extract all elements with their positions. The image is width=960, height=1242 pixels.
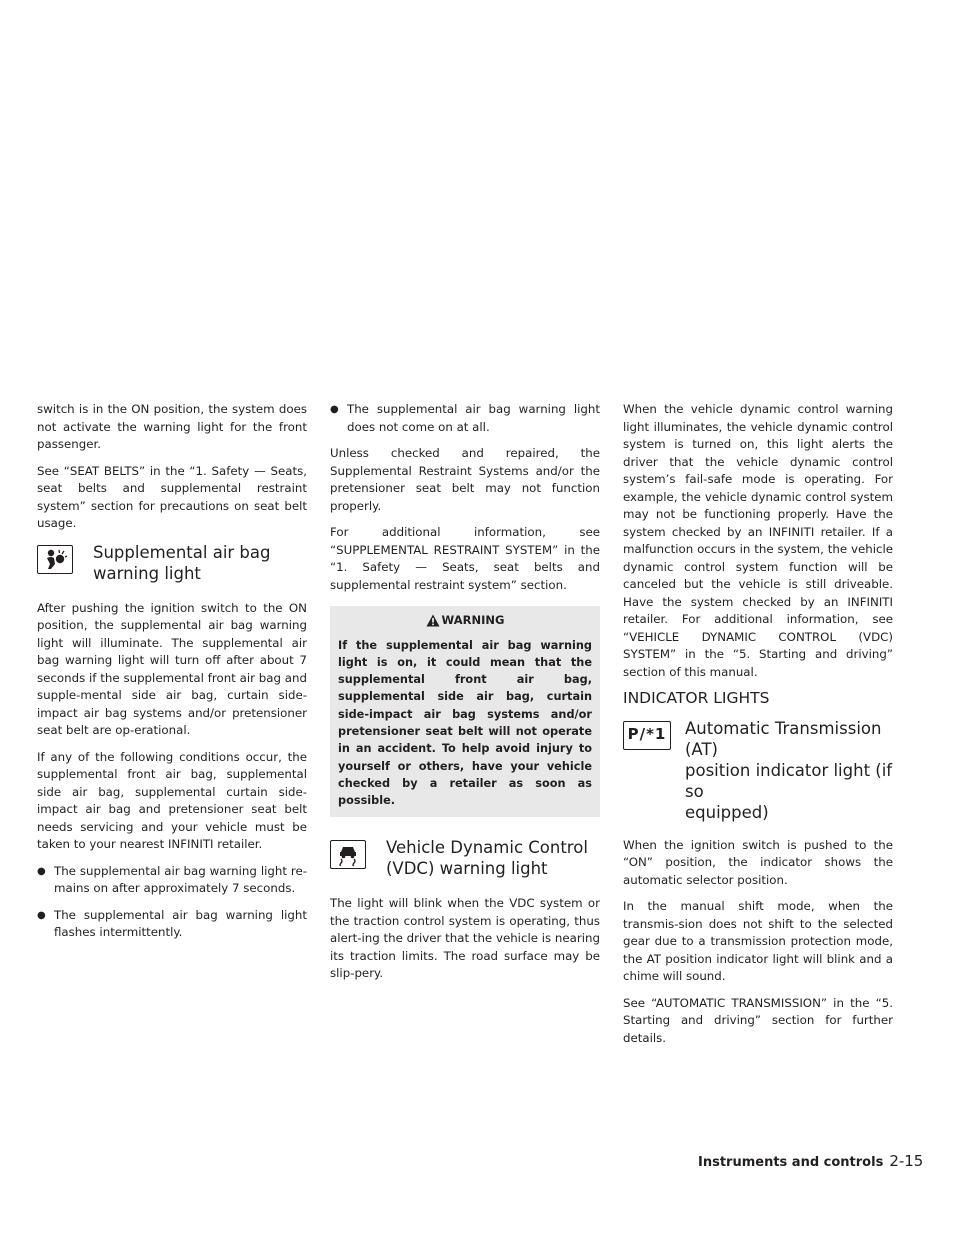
bullet-item: ● The supplemental air bag warning light flashes intermittently. <box>37 907 307 939</box>
paragraph: In the manual shift mode, when the transmis-sion does not shift to the selected gear due to a transmission protection mode, the AT position indicator light will blink and a chime will sound. <box>623 899 893 983</box>
paragraph: When the vehicle dynamic control warning light illuminates, the vehicle dynamic control system is turned on, this light alerts the driver that the vehicle dynamic control system’s fail-safe mode is operating. For example, the vehicle dynamic control system may not be functioning properly. Have the system checked by an INFINITI retailer. If a malfunction occurs in the system, the vehicle dynamic control system function will be canceled but the vehicle is still driveable. Have the system checked by an INFINITI retailer. For additional information, see “VEHICLE DYNAMIC CONTROL (VDC) SYSTEM” in the “5. Starting and driving” section of this manual. <box>623 402 893 679</box>
warning-title: WARNING <box>338 612 592 630</box>
page-number: 2-15 <box>889 1152 924 1170</box>
page-footer <box>698 1152 923 1170</box>
bullet-item: ● The supplemental air bag warning light does not come on at all. <box>330 402 600 434</box>
section-heading: Automatic Transmission (AT) position indicator light (if so equipped) <box>685 718 893 822</box>
column-2 <box>330 401 600 992</box>
airbag-heading <box>37 542 307 586</box>
paragraph: switch is in the ON position, the system does not activate the warning light for the front passenger. <box>37 402 307 451</box>
paragraph: See “SEAT BELTS” in the “1. Safety — Seats, seat belts and supplemental restraint system” section for precautions on seat belt usage. <box>37 463 307 530</box>
paragraph: When the ignition switch is pushed to the “ON” position, the indicator shows the automatic selector position. <box>623 837 893 887</box>
warning-triangle-icon <box>426 614 440 627</box>
p-gear-position-icon: P/*1 <box>623 721 671 750</box>
section-title: INDICATOR LIGHTS <box>623 689 770 707</box>
airbag-person-icon <box>37 545 73 574</box>
skidding-car-icon <box>330 840 366 869</box>
section-heading: Supplemental air bag warning light <box>93 542 271 583</box>
bullet-icon: ● <box>37 865 46 877</box>
vdc-heading <box>330 837 600 881</box>
paragraph: See “AUTOMATIC TRANSMISSION” in the “5. Starting and driving” section for further details. <box>623 995 893 1045</box>
paragraph: The light will blink when the VDC system or the traction control system is operating, thus alert-ing the driver that the vehicle is nearing its traction limits. The road surface may be slip-pery. <box>330 896 600 981</box>
footer-section: Instruments and controls <box>698 1155 884 1170</box>
bullet-item: ● The supplemental air bag warning light re-mains on after approximately 7 seconds. <box>37 863 307 895</box>
section-heading: Vehicle Dynamic Control (VDC) warning light <box>386 838 588 879</box>
paragraph: After pushing the ignition switch to the ON position, the supplemental air bag warning light will illuminate. The supplemental air bag warning light will turn off after about 7 seconds if the supplemental front air bag and supple-mental side air bag, curtain side-impact air bag systems and/or pretensioner seat belt are op-erational. <box>37 600 307 737</box>
warning-box <box>330 606 600 817</box>
bullet-icon: ● <box>330 404 339 415</box>
at-position-heading <box>623 718 893 823</box>
paragraph: Unless checked and repaired, the Supplemental Restraint Systems and/or the pretensioner seat belt may not function properly. <box>330 446 600 513</box>
column-3 <box>623 401 893 1056</box>
paragraph: For additional information, see “SUPPLEMENTAL RESTRAINT SYSTEM” in the “1. Safety — Seats, seat belts and supplemental restraint system” section. <box>330 525 600 592</box>
column-1 <box>37 401 307 951</box>
bullet-icon: ● <box>37 909 46 921</box>
paragraph: If any of the following conditions occur, the supplemental front air bag, supplemental side air bag, supplemental curtain side-impact air bag and pretensioner seat belt needs servicing and your vehicle must be taken to your nearest INFINITI retailer. <box>37 749 307 851</box>
warning-text: If the supplemental air bag warning light is on, it could mean that the supplemental front air bag, supplemental side air bag, curtain side-impact air bag systems and/or pretensioner seat belt will not operate in an accident. To help avoid injury to yourself or others, have your vehicle checked by a retailer as soon as possible. <box>338 638 592 808</box>
